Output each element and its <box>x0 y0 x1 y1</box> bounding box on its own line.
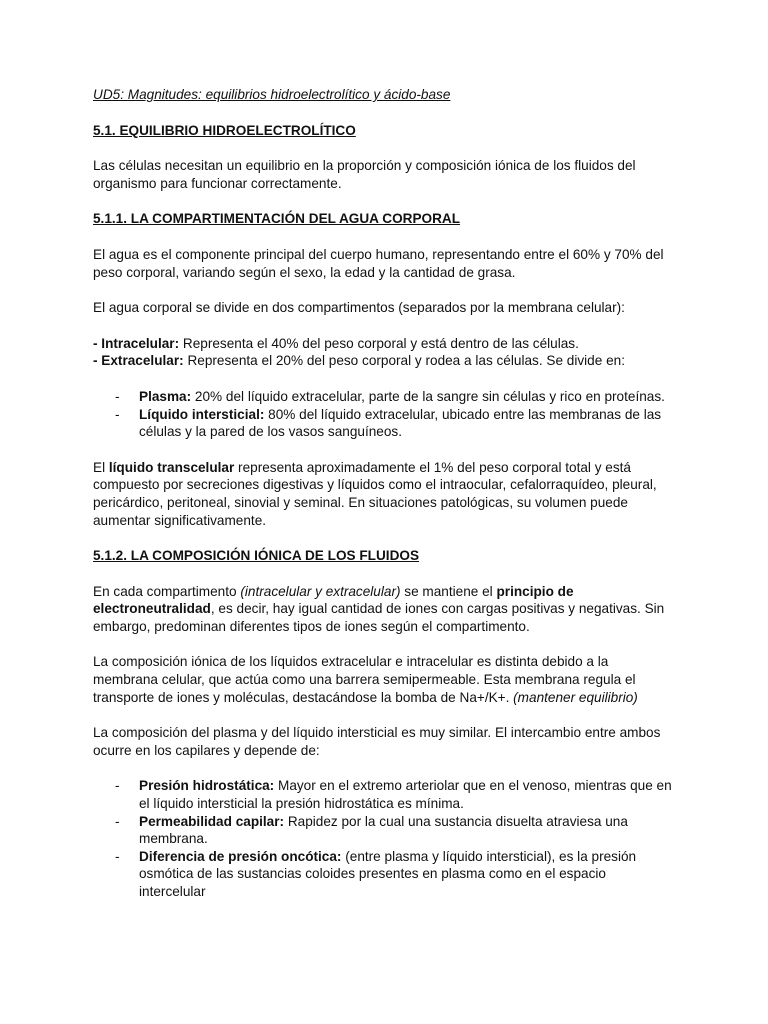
section-heading-5-1-2: 5.1.2. LA COMPOSICIÓN IÓNICA DE LOS FLUIDOS <box>93 548 420 564</box>
italic-span: (intracelular y extracelular) <box>240 583 401 599</box>
section-intro: Las células necesitan un equilibrio en la proporción y composición iónica de los fluidos del organismo para funcionar correctamente. <box>93 158 636 191</box>
factores-list <box>93 777 673 900</box>
list-item-text: (entre plasma y líquido intersticial), es la presión osmótica de las sustancias coloides presentes en plasma como en el espacio intercelular <box>139 848 637 899</box>
text-span: El <box>93 459 109 475</box>
text-span: representa aproximadamente el 1% del peso corporal total y está compuesto por secreciones digestivas y líquidos como el intraocular, cefalorraquídeo, pleural, pericárdico, peritoneal, sinovial y seminal. En situaciones patológicas, su volumen puede aumentar significativamente. <box>93 459 657 528</box>
paragraph-electroneutralidad <box>93 583 673 636</box>
transcelular-bold: líquido transcelular <box>108 459 235 475</box>
list-bullet: - <box>115 406 120 422</box>
list-item <box>93 777 673 812</box>
text-span: , es decir, hay igual cantidad de iones con cargas positivas y negativas. Sin embargo, predominan diferentes tipos de iones según el compartimento. <box>93 601 665 634</box>
document-title: UD5: Magnitudes: equilibrios hidroelectrolítico y ácido-base <box>93 87 451 102</box>
list-bullet: - <box>115 848 120 864</box>
list-item-label: Diferencia de presión oncótica: <box>139 848 342 864</box>
paragraph-membrana <box>93 653 673 706</box>
paragraph-compartimentos: El agua corporal se divide en dos compartimentos (separados por la membrana celular): <box>93 300 625 316</box>
intracelular-label: - Intracelular: <box>93 335 180 351</box>
line-intracelular <box>93 335 673 353</box>
section-heading-5-1-1: 5.1.1. LA COMPARTIMENTACIÓN DEL AGUA CORPORAL <box>93 211 461 227</box>
text-span: La composición iónica de los líquidos extracelular e intracelular es distinta debido a la membrana celular, que actúa como una barrera semipermeable. Esta membrana regula el transporte de iones y moléculas, destacándose la bomba de Na+/K+. <box>93 654 636 705</box>
list-item-label: Permeabilidad capilar: <box>139 813 285 829</box>
list-bullet: - <box>115 778 120 794</box>
list-item-text: 20% del líquido extracelular, parte de la sangre sin células y rico en proteínas. <box>191 388 665 404</box>
list-item-label: Presión hidrostática: <box>139 778 275 794</box>
list-bullet: - <box>115 813 120 829</box>
paragraph-transcelular <box>93 459 673 529</box>
extracelular-text: Representa el 20% del peso corporal y rodea a las células. Se divide en: <box>183 353 625 369</box>
list-item-label: Plasma: <box>139 388 192 404</box>
list-bullet: - <box>115 388 120 404</box>
paragraph-plasma-intersticial: La composición del plasma y del líquido intersticial es muy similar. El intercambio entre ambos ocurre en los capilares y depende de: <box>93 725 661 758</box>
intracelular-text: Representa el 40% del peso corporal y está dentro de las células. <box>179 335 579 351</box>
list-item <box>93 406 673 441</box>
paragraph-agua-componente: El agua es el componente principal del cuerpo humano, representando entre el 60% y 70% del peso corporal, variando según el sexo, la edad y la cantidad de grasa. <box>93 246 664 280</box>
list-item <box>93 848 673 901</box>
italic-span: (mantener equilibrio) <box>513 689 638 705</box>
extracelular-list <box>93 388 673 441</box>
section-heading-5-1: 5.1. EQUILIBRIO HIDROELECTROLÍTICO <box>93 122 356 138</box>
text-span: En cada compartimento <box>93 583 241 599</box>
document-body <box>93 86 673 919</box>
list-item-text: 80% del líquido extracelular, ubicado entre las membranas de las células y la pared de los vasos sanguíneos. <box>139 406 662 440</box>
line-extracelular <box>93 352 673 370</box>
list-item <box>93 388 673 406</box>
list-item-text: Rapidez por la cual una sustancia disuelta atraviesa una membrana. <box>139 813 628 847</box>
extracelular-label: - Extracelular: <box>93 353 184 369</box>
list-item-label: Líquido intersticial: <box>139 406 265 422</box>
text-span: se mantiene el <box>400 583 497 599</box>
list-item <box>93 813 673 848</box>
bold-span: principio de electroneutralidad <box>93 583 574 617</box>
list-item-text: Mayor en el extremo arteriolar que en el venoso, mientras que en el líquido intersticial la presión hidrostática es mínima. <box>139 778 672 812</box>
